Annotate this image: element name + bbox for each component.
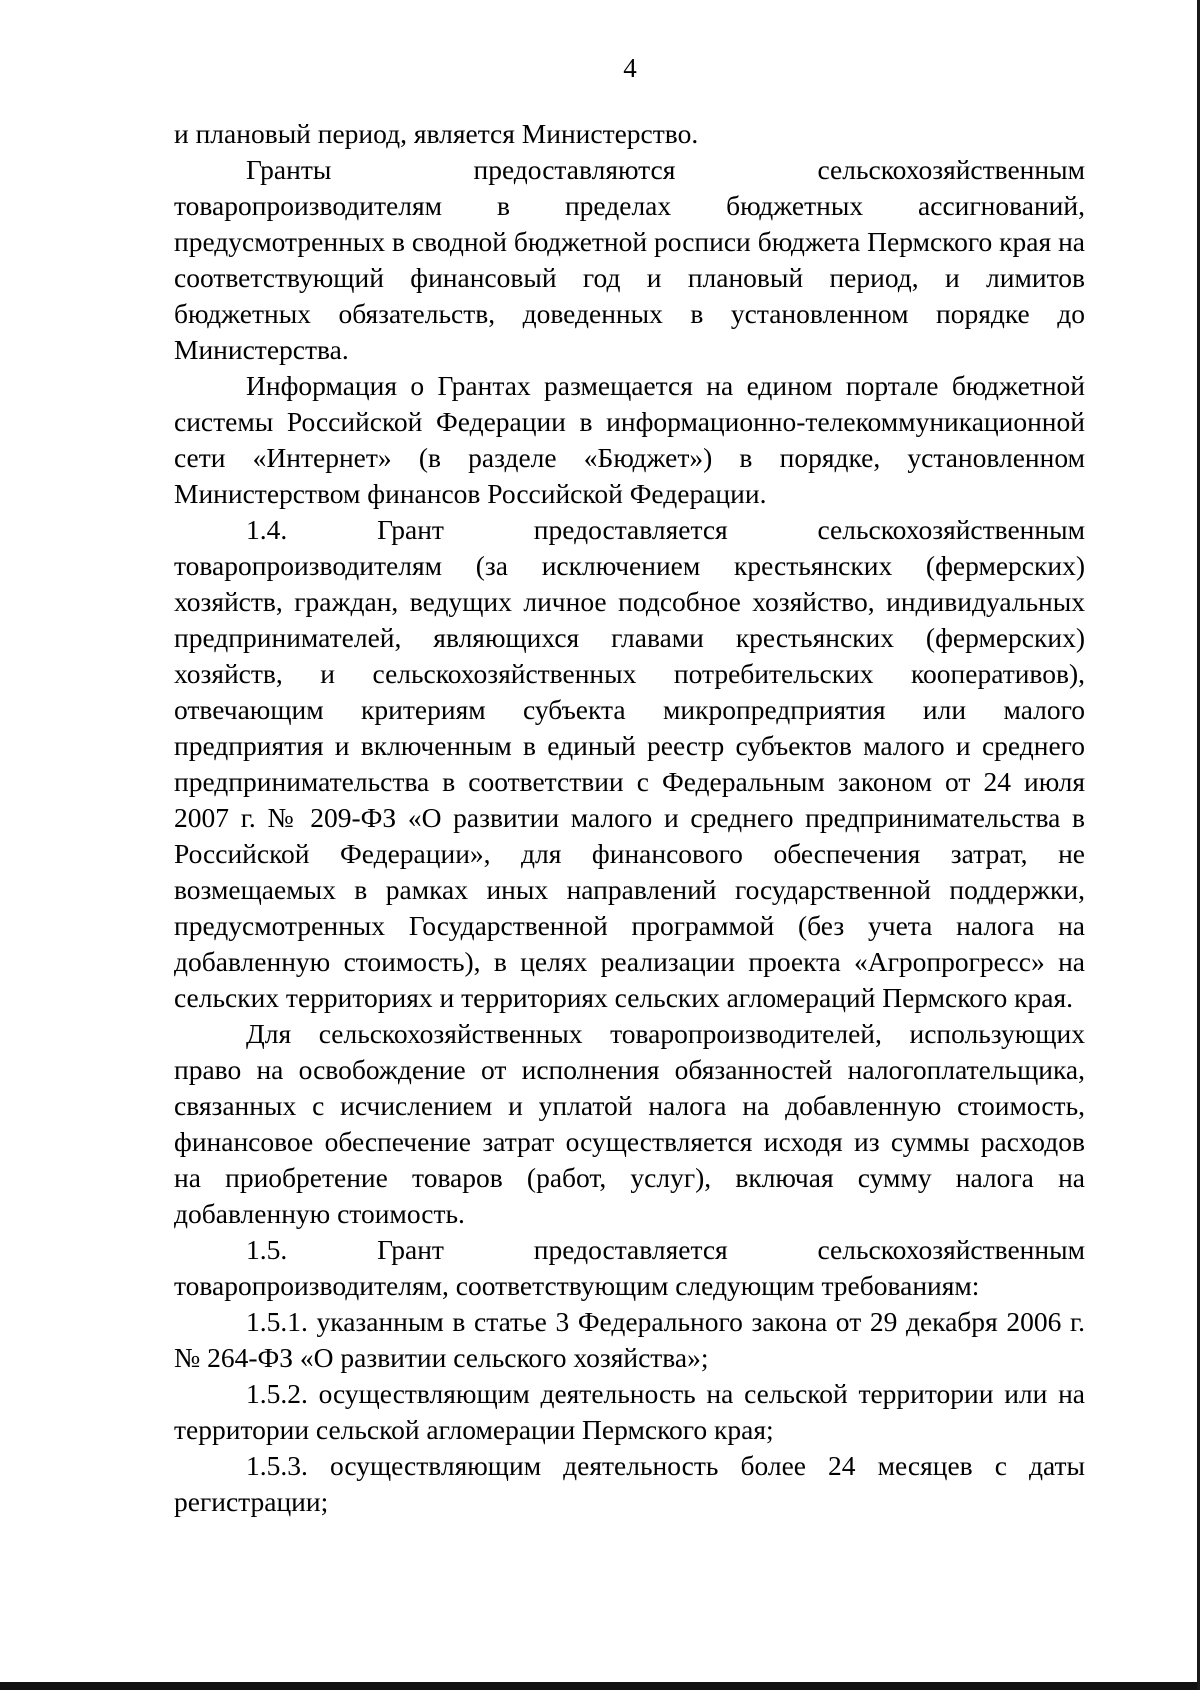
paragraph-section-1-5: 1.5. Грант предоставляется сельскохозяйственным товаропроизводителям, соответствующим следующим требованиям: xyxy=(174,1234,1085,1301)
paragraph-section-1-5-1: 1.5.1. указанным в статье 3 Федерального закона от 29 декабря 2006 г. № 264-ФЗ «О развитии сельского хозяйства»; xyxy=(174,1306,1085,1373)
paragraph-ministry-continuation: и плановый период, является Министерство. xyxy=(174,118,699,149)
paragraph-grants-info-portal: Информация о Грантах размещается на едином портале бюджетной системы Российской Федерации в информационно-телекоммуникационной сети «Интернет» (в разделе «Бюджет») в порядке, установленном Министерством финансов Российской Федерации. xyxy=(174,370,1085,509)
paragraph-grants-budget: Гранты предоставляются сельскохозяйственным товаропроизводителям в пределах бюджетных ассигнований, предусмотренных в сводной бюджетной росписи бюджета Пермского края на соответствующий финансовый год и плановый период, и лимитов бюджетных обязательств, доведенных в установленном порядке до Министерства. xyxy=(174,154,1085,365)
paragraph-section-1-5-2: 1.5.2. осуществляющим деятельность на сельской территории или на территории сельской агломерации Пермского края; xyxy=(174,1378,1085,1445)
scan-bottom-edge xyxy=(0,1682,1200,1690)
paragraph-section-1-4: 1.4. Грант предоставляется сельскохозяйственным товаропроизводителям (за исключением крестьянских (фермерских) хозяйств, граждан, ведущих личное подсобное хозяйство, индивидуальных предпринимателей, являющихся главами крестьянских (фермерских) хозяйств, и сельскохозяйственных потребительских кооперативов), отвечающим критериям субъекта микропредприятия или малого предприятия и включенным в единый реестр субъектов малого и среднего предпринимательства в соответствии с Федеральным законом от 24 июля 2007 г. № 209-ФЗ «О развитии малого и среднего предпринимательства в Российской Федерации», для финансового обеспечения затрат, не возмещаемых в рамках иных направлений государственной поддержки, предусмотренных Государственной программой (без учета налога на добавленную стоимость), в целях реализации проекта «Агропрогресс» на сельских территориях и территориях сельских агломераций Пермского края. xyxy=(174,514,1085,1013)
document-body xyxy=(174,116,1085,1520)
paragraph-section-1-5-3: 1.5.3. осуществляющим деятельность более 24 месяцев с даты регистрации; xyxy=(174,1450,1085,1517)
paragraph-vat-exemption: Для сельскохозяйственных товаропроизводителей, использующих право на освобождение от исполнения обязанностей налогоплательщика, связанных с исчислением и уплатой налога на добавленную стоимость, финансовое обеспечение затрат осуществляется исходя из суммы расходов на приобретение товаров (работ, услуг), включая сумму налога на добавленную стоимость. xyxy=(174,1018,1085,1229)
page-number: 4 xyxy=(623,53,637,83)
